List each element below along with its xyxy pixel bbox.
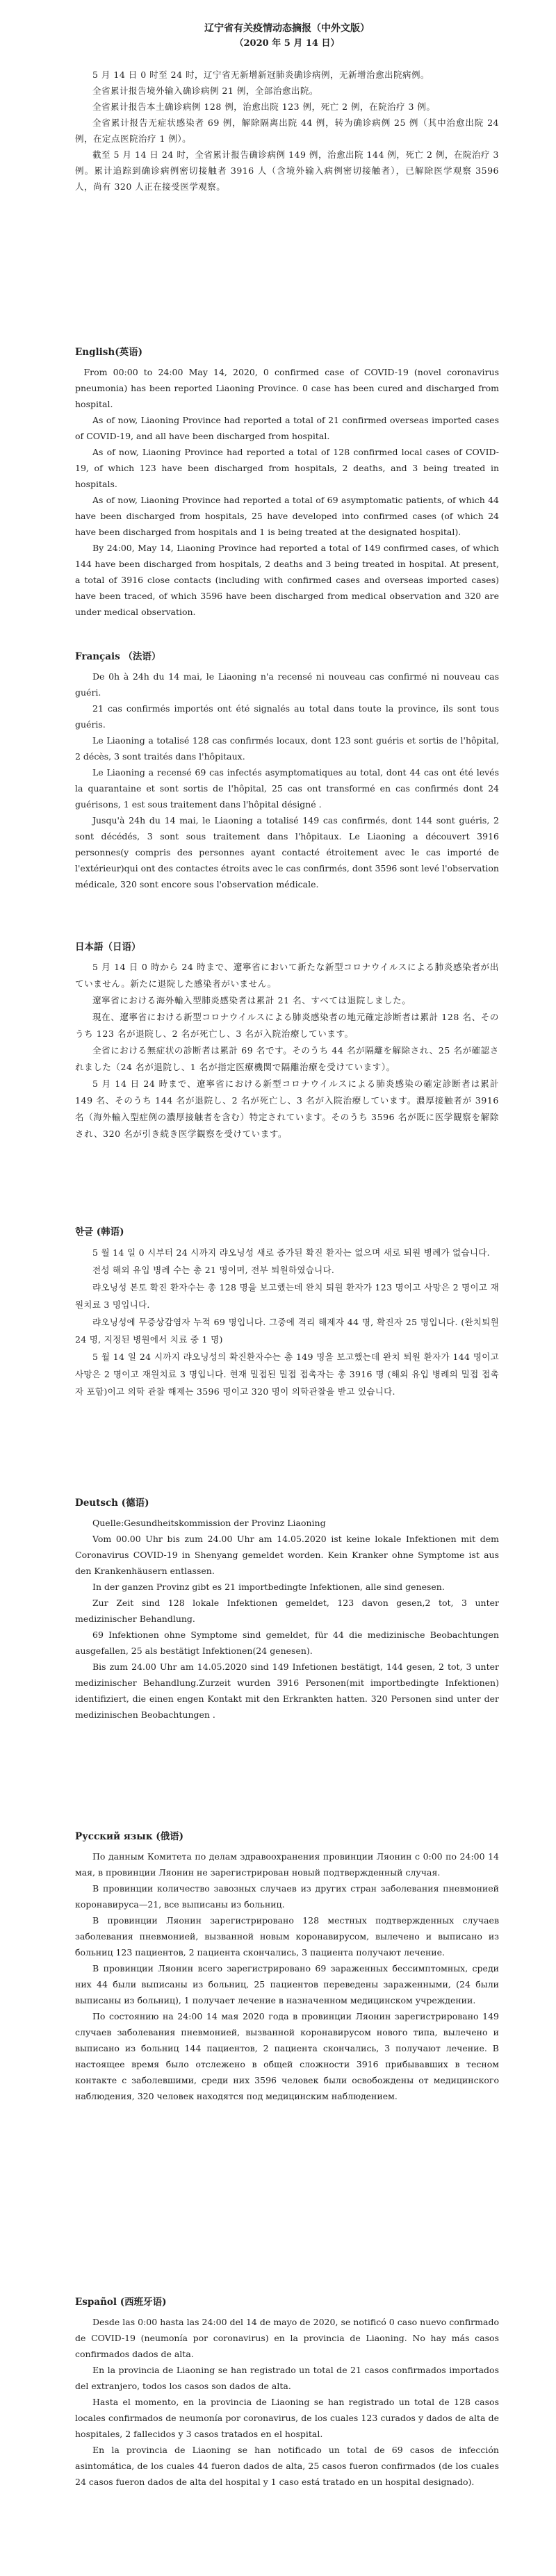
paragraph: En la provincia de Liaoning se han registrado un total de 21 casos confirmados importados del extranjero, todos los casos son dados de alta. — [75, 2365, 499, 2391]
paragraph: 21 cas confirmés importés ont été signalés au total dans toute la province, ils sont tous guéris. — [75, 703, 499, 730]
paragraph: По состоянию на 24:00 14 мая 2020 года в провинции Ляонин зарегистрировано 149 случаев заболевания пневмонией, вызванной коронавирусом нового типа, вылечено и выписано из больниц 144 пациентов, 2 пациента скончались, 3 получают лечение. В настоящее время было отслежено в общей сложности 3916 прибывавших в тесном контакте с заболевшими, среди них 3596 человек были освобождены от медицинского наблюдения, 320 человек находятся под медицинским наблюдением. — [75, 2011, 499, 2101]
paragraph: 5 月 14 日 0 時から 24 時まで、遼寧省において新たな新型コロナウイルスによる肺炎感染者が出ていません。新たに退院した感染者がいません。 — [75, 962, 499, 989]
section-english — [75, 345, 499, 649]
section-korean — [75, 1224, 499, 1495]
paragraph: By 24:00, May 14, Liaoning Province had reported a total of 149 confirmed cases, of which 144 have been discharged from hospitals, 2 deaths and 3 being treated in hospital. At present, a total of 3916 close contacts (including with confirmed cases and overseas imported cases) have been traced, of which 3596 have been discharged from medical observation and 320 are under medical observation. — [75, 543, 499, 617]
section-heading: Français （法语） — [75, 651, 161, 662]
paragraph: 69 Infektionen ohne Symptome sind gemeldet, für 44 die medizinische Beobachtungen ausgefallen, 25 als bestätigt Infektionen(24 genesen). — [75, 1630, 499, 1656]
paragraph: In der ganzen Provinz gibt es 21 importbedingte Infektionen, alle sind genesen. — [92, 1582, 445, 1592]
paragraph: 5 월 14 일 0 시부터 24 시까지 랴오닝성 새로 증가된 확진 환자는 없으며 새로 퇴원 병례가 없습니다. — [92, 1247, 490, 1258]
paragraph: 5 월 14 일 24 시까지 랴오닝성의 확진환자수는 총 149 명을 보고했는데 완치 퇴원 환자가 144 명이고 사망은 2 명이고 재원치료 3 명입니다. 현재 밀접된 밀접 접촉자는 총 3916 명 (해외 유입 병례의 밀접 접촉자 포함)이고 의학 관찰 해제는 3596 명이고 320 명이 의학관찰을 받고 있습니다. — [75, 1352, 499, 1397]
paragraph: 5 月 14 日 0 时至 24 时，辽宁省无新增新冠肺炎确诊病例，无新增治愈出院病例。 — [92, 69, 430, 80]
paragraph: From 00:00 to 24:00 May 14, 2020, 0 confirmed case of COVID-19 (novel coronavirus pneumonia) has been reported Liaoning Province. 0 case has been cured and discharged from hospital. — [75, 367, 499, 409]
paragraph: As of now, Liaoning Province had reported a total of 69 asymptomatic patients, of which 44 have been discharged from hospitals, 25 have developed into confirmed cases (of which 24 have been discharged from hospitals and 1 is being treated at the designated hospital). — [75, 495, 499, 537]
paragraph: Zur Zeit sind 128 lokale Infektionen gemeldet, 123 davon gesen,2 tot, 3 unter medizinischer Behandlung. — [75, 1598, 499, 1624]
paragraph: Le Liaoning a recensé 69 cas infectés asymptomatiques au total, dont 44 cas ont été levés la quarantaine et sont sortis de l'hôpital, 25 cas ont transformé en cas confirmés dont 24 guérisons, 1 est sous traitement dans l'hôpital désigné . — [75, 767, 499, 810]
paragraph: 現在、遼寧省における新型コロナウイルスによる肺炎感染者の地元確定診断者は累計 128 名、そのうち 123 名が退院し、2 名が死亡し、3 名が入院治療しています。 — [75, 1012, 499, 1039]
section-heading: Español (西班牙语) — [75, 2297, 167, 2308]
paragraph: En la provincia de Liaoning se han notificado un total de 69 casos de infección asintomática, de los cuales 44 fueron dados de alta, 25 casos fueron confirmados (de los cuales 24 casos fueron dados de alta del hospital y 1 caso está tratado en un hospital designado). — [75, 2445, 499, 2487]
section-french — [75, 649, 499, 940]
paragraph: 랴오닝성 본토 확진 환자수는 총 128 명을 보고했는데 완치 퇴원 환자가 123 명이고 사망은 2 명이고 재원치료 3 명입니다. — [75, 1282, 499, 1310]
paragraph: Quelle:Gesundheitskommission der Provinz Liaoning — [92, 1518, 326, 1528]
section-heading: 한글 (韩语) — [75, 1227, 124, 1238]
paragraph: По данным Комитета по делам здравоохранения провинции Ляонин с 0:00 по 24:00 14 мая, в провинции Ляонин не зарегистрирован новый подтвержденный случая. — [75, 1851, 499, 1878]
paragraph: 전성 해외 유입 병례 수는 총 21 명이며, 전부 퇴원하였습니다. — [92, 1265, 335, 1275]
paragraph: Jusqu'à 24h du 14 mai, le Liaoning a totalisé 149 cas confirmés, dont 144 sont guéris, 2 sont décédés, 3 sont sous traitement dans l'hôpitaux. Le Liaoning a découvert 3916 personnes(y compris des personnes ayant contacté étroitement avec le cas importé de l'extérieur)qui ont des contactes étroits avec le cas confirmés, dont 3596 sont levé l'observation médicale, 320 sont encore sous l'observation médicale. — [75, 815, 499, 889]
page-title: 辽宁省有关疫情动态摘报（中外文版） — [204, 23, 370, 34]
paragraph: Hasta el momento, en la provincia de Liaoning se han registrado un total de 128 casos locales confirmados de neumonía por coronavirus, de los cuales 123 curados y dados de alta de hospitales, 2 fallecidos y 3 casos tratados en el hospital. — [75, 2397, 499, 2439]
section-chinese — [75, 67, 499, 345]
paragraph: 遼寧省における海外輸入型肺炎感染者は累計 21 名、すべては退院しました。 — [92, 995, 411, 1006]
paragraph: В провинции Ляонин зарегистрировано 128 местных подтвержденных случаев заболевания пневмонией, вызванной новым коронавирусом, вылечено и выписано из больниц 123 пациентов, 2 пациента скончались, 3 пациента получают лечение. — [75, 1915, 499, 1958]
page-date: （2020 年 5 月 14 日） — [234, 38, 340, 49]
section-japanese — [75, 940, 499, 1224]
section-heading: English(英语) — [75, 347, 142, 358]
paragraph: 5 月 14 日 24 時まで、遼寧省における新型コロナウイルスによる肺炎感染の確定診断者は累計 149 名、そのうち 144 名が退院し、2 名が死亡し、3 名が入院治療しています。濃厚接触者が 3916 名（海外輸入型症例の濃厚接触者を含む）特定されています。そのうち 3596 名が既に医学観察を解除され、320 名が引き続き医学観察を受けています。 — [75, 1078, 499, 1139]
paragraph: Bis zum 24.00 Uhr am 14.05.2020 sind 149 Infetionen bestätigt, 144 gesen, 2 tot, 3 unter medizinischer Behandlung.Zurzeit wurden 3916 Personen(mit importbedingte Infektionen) identifiziert, die einen engen Kontakt mit den Erkrankten hatten. 320 Personen sind unter der medizinischen Beobachtungen . — [75, 1662, 499, 1720]
paragraph: 全省における無症状の診断者は累計 69 名です。そのうち 44 名が隔離を解除され、25 名が確認されました（24 名が退院し、1 名が指定医療機関で隔離治療を受けています）。 — [75, 1045, 499, 1072]
paragraph: De 0h à 24h du 14 mai, le Liaoning n'a recensé ni nouveau cas confirmé ni nouveau cas guéri. — [75, 671, 499, 698]
paragraph: As of now, Liaoning Province had reported a total of 21 confirmed overseas imported cases of COVID-19, and all have been discharged from hospital. — [75, 415, 499, 441]
section-spanish — [75, 2295, 499, 2573]
section-russian — [75, 1829, 499, 2295]
section-german — [75, 1495, 499, 1829]
paragraph: As of now, Liaoning Province had reported a total of 128 confirmed local cases of COVID-19, of which 123 have been discharged from hospitals, 2 deaths, and 3 being treated in hospitals. — [75, 447, 499, 489]
paragraph: 截至 5 月 14 日 24 时，全省累计报告确诊病例 149 例，治愈出院 144 例，死亡 2 例，在院治疗 3 例。累计追踪到确诊病例密切接触者 3916 人（含境外输入病例密切接触者），已解除医学观察 3596 人，尚有 320 人正在接受医学观察。 — [75, 149, 499, 192]
paragraph: В провинции количество завозных случаев из других стран заболевания пневмонией коронавируса—21, все выписаны из больниц. — [75, 1883, 499, 1910]
section-heading: 日本語（日语） — [75, 942, 141, 953]
section-heading: Deutsch (德语) — [75, 1498, 149, 1509]
section-heading: Русский язык (俄语) — [75, 1831, 184, 1842]
paragraph: 랴오닝성에 무증상감염자 누적 69 명입니다. 그중에 격리 해제자 44 명, 확진자 25 명입니다. (완치퇴원 24 명, 지정된 병원에서 치료 중 1 명) — [75, 1317, 499, 1345]
paragraph: Le Liaoning a totalisé 128 cas confirmés locaux, dont 123 sont guéris et sortis de l'hôpital, 2 décès, 3 sont traités dans l'hôpitaux. — [75, 735, 499, 762]
paragraph: 全省累计报告本土确诊病例 128 例，治愈出院 123 例，死亡 2 例，在院治疗 3 例。 — [92, 101, 436, 112]
paragraph: Desde las 0:00 hasta las 24:00 del 14 de mayo de 2020, se notificó 0 caso nuevo confirmado de COVID-19 (neumonía por coronavirus) en la provincia de Liaoning. No hay más casos confirmados dados de alta. — [75, 2317, 499, 2359]
paragraph: В провинции Ляонин всего зарегистрировано 69 зараженных бессимптомных, среди них 44 были выписаны из больниц, 25 пациентов переведены зараженными, (24 были выписаны из больниц), 1 получает лечение в назначенном медицинском учреждении. — [75, 1963, 499, 2005]
paragraph: Vom 00.00 Uhr bis zum 24.00 Uhr am 14.05.2020 ist keine lokale Infektionen mit dem Coronavirus COVID-19 in Shenyang gemeldet worden. Kein Kranker ohne Symptome ist aus den Krankenhäusern entlassen. — [75, 1534, 499, 1576]
paragraph: 全省累计报告境外输入确诊病例 21 例，全部治愈出院。 — [92, 85, 318, 96]
paragraph: 全省累计报告无症状感染者 69 例，解除隔离出院 44 例，转为确诊病例 25 例（其中治愈出院 24 例，在定点医院治疗 1 例）。 — [75, 117, 499, 144]
